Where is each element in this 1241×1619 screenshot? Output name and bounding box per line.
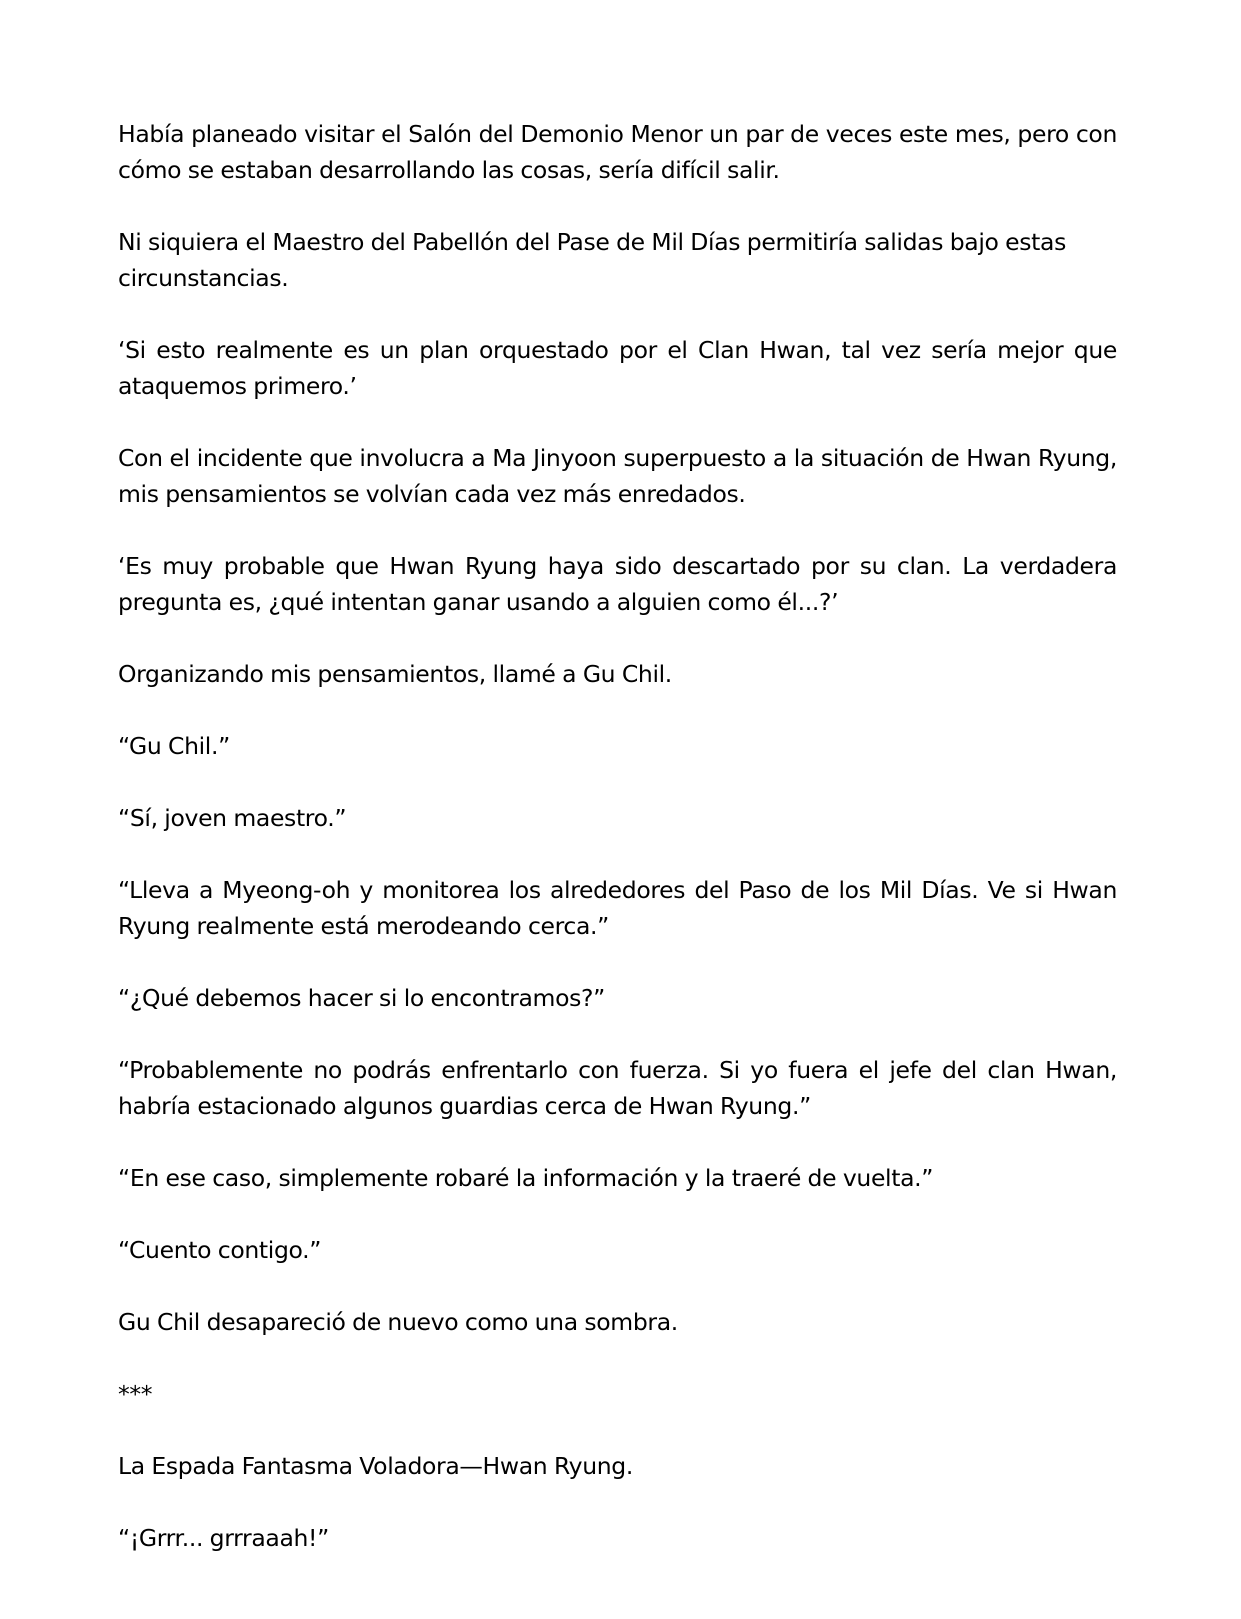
paragraph-16: La Espada Fantasma Voladora—Hwan Ryung. (118, 1452, 633, 1480)
paragraph-6: Organizando mis pensamientos, llamé a Gu Chil. (118, 660, 672, 688)
paragraph-3: ‘Si esto realmente es un plan orquestado por el Clan Hwan, tal vez sería mejor que ataquemos primero.’ (118, 336, 1117, 400)
paragraph-2: Ni siquiera el Maestro del Pabellón del Pase de Mil Días permitiría salidas bajo estas circunstancias. (118, 228, 1066, 292)
paragraph-5: ‘Es muy probable que Hwan Ryung haya sido descartado por su clan. La verdadera pregunta es, ¿qué intentan ganar usando a alguien como él...?’ (118, 552, 1117, 616)
paragraph-11: “Probablemente no podrás enfrentarlo con fuerza. Si yo fuera el jefe del clan Hwan, habría estacionado algunos guardias cerca de Hwan Ryung.” (118, 1056, 1117, 1120)
paragraph-12: “En ese caso, simplemente robaré la información y la traeré de vuelta.” (118, 1164, 934, 1192)
paragraph-14: Gu Chil desapareció de nuevo como una sombra. (118, 1308, 678, 1336)
paragraph-7: “Gu Chil.” (118, 732, 230, 760)
paragraph-9: “Lleva a Myeong-oh y monitorea los alrededores del Paso de los Mil Días. Ve si Hwan Ryung realmente está merodeando cerca.” (118, 876, 1117, 940)
scene-break: *** (118, 1380, 153, 1408)
paragraph-4: Con el incidente que involucra a Ma Jinyoon superpuesto a la situación de Hwan Ryung, mis pensamientos se volvían cada vez más enredados. (118, 444, 1117, 508)
paragraph-1: Había planeado visitar el Salón del Demonio Menor un par de veces este mes, pero con cómo se estaban desarrollando las cosas, sería difícil salir. (118, 120, 1117, 184)
paragraph-13: “Cuento contigo.” (118, 1236, 322, 1264)
paragraph-17: “¡Grrr... grrraaah!” (118, 1524, 329, 1552)
paragraph-10: “¿Qué debemos hacer si lo encontramos?” (118, 984, 605, 1012)
paragraph-8: “Sí, joven maestro.” (118, 804, 347, 832)
